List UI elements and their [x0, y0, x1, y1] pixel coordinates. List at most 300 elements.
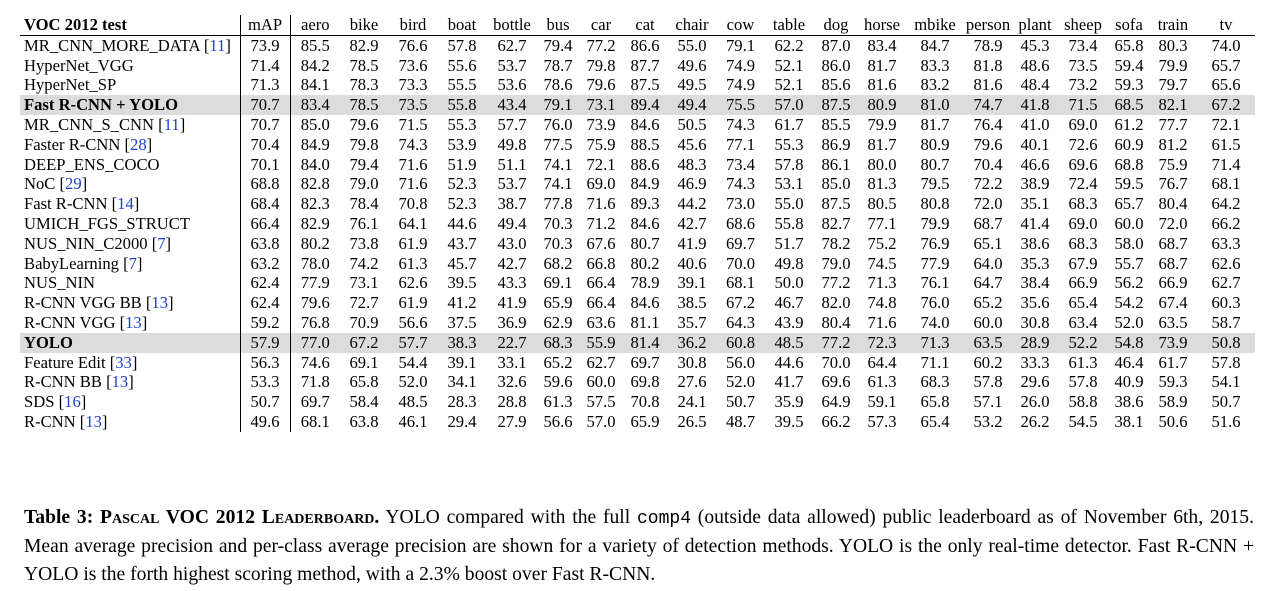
leaderboard-table	[20, 15, 1255, 432]
method-label: Feature Edit	[24, 352, 106, 372]
ap-cell: 80.4	[1158, 194, 1188, 214]
ap-cell: 73.4	[1068, 35, 1098, 55]
ap-cell: 43.9	[774, 312, 804, 332]
ap-cell: 35.7	[677, 312, 707, 332]
ap-cell: 60.0	[1114, 213, 1144, 233]
ap-cell: 73.9	[586, 114, 616, 134]
ap-cell: 80.0	[867, 154, 897, 174]
ap-cell: 81.6	[973, 75, 1003, 95]
ap-cell: 85.0	[300, 114, 330, 134]
ap-cell: 65.4	[1068, 293, 1098, 313]
ap-cell: 70.8	[630, 392, 660, 412]
ap-cell: 41.0	[1020, 114, 1050, 134]
ap-cell: 46.9	[677, 174, 707, 194]
ap-cell: 30.8	[677, 352, 707, 372]
ap-cell: 81.2	[1158, 134, 1188, 154]
ap-cell: 62.7	[497, 35, 527, 55]
ap-cell: 54.5	[1068, 411, 1098, 431]
ap-cell: 63.5	[963, 333, 1013, 353]
map-cell: 53.3	[240, 372, 290, 392]
ap-cell: 63.3	[1211, 233, 1241, 253]
ap-cell: 79.7	[1158, 75, 1188, 95]
ap-cell: 74.3	[725, 114, 756, 134]
ap-cell: 80.2	[630, 253, 660, 273]
citation-link[interactable]: 13	[111, 372, 129, 392]
ap-cell: 73.1	[349, 273, 379, 293]
ap-cell: 84.6	[630, 293, 660, 313]
ap-cell: 79.0	[821, 253, 851, 273]
ap-cell: 71.6	[586, 194, 616, 214]
ap-cell: 78.7	[543, 55, 573, 75]
table-row	[20, 174, 1255, 194]
ap-cell: 80.8	[920, 194, 950, 214]
ap-cell: 72.3	[857, 333, 907, 353]
ap-cell: 52.3	[447, 194, 477, 214]
ap-cell: 62.7	[586, 352, 616, 372]
ap-cell: 69.6	[1068, 154, 1098, 174]
ap-cell: 89.3	[630, 194, 660, 214]
ap-cell: 81.8	[973, 55, 1003, 75]
citation-link[interactable]: 14	[117, 194, 134, 214]
ap-cell: 82.7	[821, 213, 851, 233]
ap-cell: 65.9	[543, 293, 573, 313]
citation-link[interactable]: 33	[115, 352, 132, 372]
ap-cell: 60.9	[1114, 134, 1144, 154]
ap-cell: 60.2	[973, 352, 1003, 372]
ap-cell: 66.9	[1068, 273, 1098, 293]
column-header: bus	[546, 15, 570, 34]
method-name	[20, 333, 240, 353]
ap-cell: 65.1	[973, 233, 1003, 253]
ap-cell: 55.7	[1114, 253, 1144, 273]
ap-cell: 46.7	[774, 293, 804, 313]
ap-cell: 57.3	[867, 411, 897, 431]
ap-cell: 81.6	[867, 75, 897, 95]
ap-cell: 70.3	[543, 233, 573, 253]
ap-cell: 55.3	[447, 114, 477, 134]
ap-cell: 42.7	[497, 253, 527, 273]
ap-cell: 84.9	[300, 134, 330, 154]
ap-cell: 40.1	[1020, 134, 1050, 154]
ap-cell: 52.0	[398, 372, 428, 392]
ap-cell: 48.7	[725, 411, 756, 431]
ap-cell: 83.2	[920, 75, 950, 95]
method-name	[20, 155, 240, 175]
ap-cell: 85.5	[821, 114, 851, 134]
column-header: aero	[300, 15, 330, 34]
ap-cell: 68.3	[538, 333, 578, 353]
method-name: SDS [16]	[24, 392, 87, 412]
ap-cell: 64.1	[398, 213, 428, 233]
ap-cell: 51.6	[1211, 411, 1241, 431]
method-name: R-CNN [13]	[24, 411, 108, 431]
ap-cell: 26.5	[677, 411, 707, 431]
ap-cell: 70.9	[349, 312, 379, 332]
ap-cell: 55.6	[447, 55, 477, 75]
ap-cell: 61.7	[774, 114, 804, 134]
ap-cell: 79.6	[586, 75, 616, 95]
ap-cell: 55.9	[578, 333, 624, 353]
column-header: dog	[823, 15, 849, 34]
map-cell: 50.7	[240, 392, 290, 412]
ap-cell: 72.1	[586, 154, 616, 174]
ap-cell: 46.6	[1020, 154, 1050, 174]
ap-cell: 69.0	[1068, 114, 1098, 134]
ap-cell: 52.3	[447, 174, 477, 194]
ap-cell: 38.4	[1020, 273, 1050, 293]
ap-cell: 74.9	[725, 75, 756, 95]
ap-cell: 55.8	[774, 213, 804, 233]
ap-cell: 55.3	[774, 134, 804, 154]
column-header: boat	[447, 15, 477, 34]
ap-cell: 75.2	[867, 233, 897, 253]
caption-text-2: (outside data allowed) public leaderboard as of November 6th, 2015. Mean average precision and per-class average precision are shown for a variety of detection methods. YOLO is the only real-time detector. Fast R-CNN + YOLO is the forth highest scoring method, with a 2.3% boost over Fast R-CNN.	[24, 506, 1255, 585]
table-row	[20, 372, 1255, 392]
ap-cell: 78.6	[543, 75, 573, 95]
ap-cell: 74.9	[725, 55, 756, 75]
method-label: R-CNN	[24, 411, 76, 431]
ap-cell: 65.7	[1211, 55, 1241, 75]
ap-cell: 87.5	[630, 75, 660, 95]
ap-cell: 38.3	[438, 333, 486, 353]
ap-cell: 65.8	[349, 372, 379, 392]
table-row	[20, 412, 1255, 432]
method-name	[20, 214, 240, 234]
ap-cell: 78.5	[349, 55, 379, 75]
column-header: table	[772, 15, 806, 34]
ap-cell: 81.4	[624, 333, 666, 353]
ap-cell: 55.0	[774, 194, 804, 214]
ap-cell: 74.0	[920, 312, 950, 332]
ap-cell: 82.9	[300, 213, 330, 233]
ap-cell: 41.2	[447, 293, 477, 313]
ap-cell: 68.8	[1114, 154, 1144, 174]
method-label: NUS_NIN_C2000	[24, 233, 148, 253]
method-label: NUS_NIN	[24, 273, 95, 293]
ap-cell: 83.4	[290, 95, 340, 115]
ap-cell: 87.0	[821, 35, 851, 55]
method-name: R-CNN VGG BB [13]	[24, 293, 174, 313]
ap-cell: 53.2	[973, 411, 1003, 431]
column-header: cat	[635, 15, 655, 34]
ap-cell: 37.5	[447, 312, 477, 332]
method-label: R-CNN BB	[24, 372, 102, 392]
ap-cell: 73.6	[398, 55, 428, 75]
ap-cell: 64.2	[1211, 194, 1241, 214]
ap-cell: 53.9	[447, 134, 477, 154]
ap-cell: 68.1	[300, 411, 330, 431]
ap-cell: 43.3	[497, 273, 527, 293]
ap-cell: 41.9	[677, 233, 707, 253]
column-header: tv	[1219, 15, 1233, 34]
table-row	[20, 56, 1255, 76]
ap-cell: 71.1	[920, 352, 950, 372]
ap-cell: 26.0	[1020, 392, 1050, 412]
ap-cell: 77.2	[815, 333, 857, 353]
method-name: MR_CNN_S_CNN [11]	[24, 114, 186, 134]
ap-cell: 57.8	[1211, 352, 1241, 372]
ap-cell: 38.6	[1020, 233, 1050, 253]
ap-cell: 30.8	[1020, 312, 1050, 332]
map-cell: 63.2	[240, 254, 290, 274]
ap-cell: 74.5	[867, 253, 897, 273]
ap-cell: 68.7	[1158, 253, 1188, 273]
ap-cell: 41.7	[774, 372, 804, 392]
citation-link[interactable]: 13	[125, 312, 142, 332]
ap-cell: 62.6	[1211, 253, 1241, 273]
ap-cell: 44.6	[774, 352, 804, 372]
ap-cell: 61.3	[867, 372, 897, 392]
ap-cell: 50.8	[1197, 333, 1255, 353]
table-row	[20, 333, 1255, 353]
ap-cell: 36.9	[497, 312, 527, 332]
ap-cell: 62.7	[1211, 273, 1241, 293]
ap-cell: 72.2	[973, 174, 1003, 194]
ap-cell: 71.6	[867, 312, 897, 332]
ap-cell: 74.3	[725, 174, 756, 194]
ap-cell: 53.1	[774, 174, 804, 194]
citation-link[interactable]: 7	[128, 253, 137, 273]
ap-cell: 52.1	[774, 55, 804, 75]
ap-cell: 60.0	[973, 312, 1003, 332]
method-label: Fast R-CNN + YOLO	[24, 95, 179, 115]
method-name: Feature Edit [33]	[24, 352, 138, 372]
ap-cell: 49.6	[677, 55, 707, 75]
ap-cell: 28.9	[1013, 333, 1057, 353]
map-cell: 71.3	[240, 75, 290, 95]
ap-cell: 71.2	[586, 213, 616, 233]
ap-cell: 80.3	[1158, 35, 1188, 55]
citation-link[interactable]: 11	[209, 35, 226, 55]
table-row	[20, 293, 1255, 313]
ap-cell: 76.1	[349, 213, 379, 233]
ap-cell: 64.0	[973, 253, 1003, 273]
citation-link[interactable]: 13	[151, 293, 168, 313]
ap-cell: 70.3	[543, 213, 573, 233]
ap-cell: 74.3	[398, 134, 428, 154]
ap-cell: 40.9	[1114, 372, 1144, 392]
ap-cell: 53.7	[497, 55, 527, 75]
ap-cell: 78.9	[973, 35, 1003, 55]
citation-link[interactable]: 13	[85, 411, 102, 431]
ap-cell: 86.9	[821, 134, 851, 154]
ap-cell: 65.8	[1114, 35, 1144, 55]
table-row	[20, 313, 1255, 333]
map-cell: 70.7	[240, 95, 290, 115]
column-header: cow	[726, 15, 755, 34]
ap-cell: 80.5	[867, 194, 897, 214]
map-cell: 62.4	[240, 273, 290, 293]
ap-cell: 61.3	[1068, 352, 1098, 372]
ap-cell: 62.9	[543, 312, 573, 332]
ap-cell: 82.0	[821, 293, 851, 313]
citation-link[interactable]: 28	[130, 134, 147, 154]
ap-cell: 63.4	[1068, 312, 1098, 332]
ap-cell: 78.2	[821, 233, 851, 253]
ap-cell: 29.6	[1020, 372, 1050, 392]
ap-cell: 70.0	[821, 352, 851, 372]
map-cell: 66.4	[240, 214, 290, 234]
ap-cell: 70.8	[398, 194, 428, 214]
ap-cell: 45.6	[677, 134, 707, 154]
ap-cell: 87.7	[630, 55, 660, 75]
ap-cell: 57.1	[973, 392, 1003, 412]
ap-cell: 74.1	[543, 174, 573, 194]
ap-cell: 63.6	[586, 312, 616, 332]
ap-cell: 85.0	[821, 174, 851, 194]
column-header: mbike	[914, 15, 956, 34]
ap-cell: 28.8	[497, 392, 527, 412]
ap-cell: 66.8	[586, 253, 616, 273]
table-body	[20, 35, 1255, 431]
ap-cell: 67.2	[1197, 95, 1255, 115]
ap-cell: 57.7	[497, 114, 527, 134]
ap-cell: 39.5	[774, 411, 804, 431]
ap-cell: 28.3	[447, 392, 477, 412]
ap-cell: 65.6	[1211, 75, 1241, 95]
method-name: R-CNN BB [13]	[24, 372, 134, 392]
ap-cell: 80.7	[630, 233, 660, 253]
ap-cell: 59.6	[543, 372, 573, 392]
table-row	[20, 392, 1255, 412]
ap-cell: 72.6	[1068, 134, 1098, 154]
ap-cell: 77.2	[821, 273, 851, 293]
ap-cell: 76.9	[920, 233, 950, 253]
ap-cell: 68.3	[920, 372, 950, 392]
ap-cell: 69.7	[630, 352, 660, 372]
ap-cell: 82.1	[1149, 95, 1197, 115]
ap-cell: 39.1	[677, 273, 707, 293]
ap-cell: 41.8	[1013, 95, 1057, 115]
ap-cell: 71.5	[1057, 95, 1109, 115]
ap-cell: 62.6	[398, 273, 428, 293]
map-cell: 62.4	[240, 293, 290, 313]
method-label: Fast R-CNN	[24, 194, 108, 214]
method-label: YOLO	[24, 332, 73, 352]
ap-cell: 57.8	[973, 372, 1003, 392]
ap-cell: 77.9	[300, 273, 330, 293]
ap-cell: 71.4	[1211, 154, 1241, 174]
table-row	[20, 234, 1255, 254]
ap-cell: 84.9	[630, 174, 660, 194]
ap-cell: 72.0	[1158, 213, 1188, 233]
ap-cell: 22.7	[486, 333, 538, 353]
ap-cell: 68.1	[1211, 174, 1241, 194]
ap-cell: 80.9	[857, 95, 907, 115]
ap-cell: 81.7	[867, 55, 897, 75]
ap-cell: 65.7	[1114, 194, 1144, 214]
column-header: sheep	[1064, 15, 1102, 34]
table-row	[20, 35, 1255, 55]
column-header: bird	[399, 15, 427, 34]
ap-cell: 73.8	[349, 233, 379, 253]
ap-cell: 81.3	[867, 174, 897, 194]
citation-link[interactable]: 7	[157, 233, 166, 253]
ap-cell: 49.4	[666, 95, 718, 115]
ap-cell: 58.9	[1158, 392, 1188, 412]
method-label: NoC	[24, 174, 56, 194]
ap-cell: 34.1	[447, 372, 477, 392]
ap-cell: 65.2	[973, 293, 1003, 313]
ap-cell: 38.1	[1114, 411, 1144, 431]
method-label: HyperNet_SP	[24, 75, 117, 95]
column-header: plant	[1018, 15, 1052, 34]
method-label: DEEP_ENS_COCO	[24, 154, 160, 174]
citation-link[interactable]: 11	[163, 114, 180, 134]
ap-cell: 85.5	[300, 35, 330, 55]
column-header: mAP	[240, 15, 290, 35]
ap-cell: 55.0	[677, 35, 707, 55]
ap-cell: 79.6	[973, 134, 1003, 154]
ap-cell: 76.1	[920, 273, 950, 293]
ap-cell: 53.7	[497, 174, 527, 194]
ap-cell: 68.5	[1109, 95, 1149, 115]
ap-cell: 70.4	[973, 154, 1003, 174]
ap-cell: 48.5	[398, 392, 428, 412]
ap-cell: 67.4	[1158, 293, 1188, 313]
method-label: Faster R-CNN	[24, 134, 121, 154]
table-row	[20, 353, 1255, 373]
ap-cell: 68.6	[725, 213, 756, 233]
ap-cell: 32.6	[497, 372, 527, 392]
ap-cell: 39.5	[447, 273, 477, 293]
ap-cell: 43.4	[486, 95, 538, 115]
ap-cell: 65.9	[630, 411, 660, 431]
ap-cell: 79.6	[300, 293, 330, 313]
ap-cell: 84.2	[300, 55, 330, 75]
ap-cell: 29.4	[447, 411, 477, 431]
method-name: Faster R-CNN [28]	[24, 134, 153, 154]
ap-cell: 81.1	[630, 312, 660, 332]
ap-cell: 58.7	[1211, 312, 1241, 332]
ap-cell: 50.7	[725, 392, 756, 412]
ap-cell: 75.9	[586, 134, 616, 154]
ap-cell: 24.1	[677, 392, 707, 412]
ap-cell: 67.2	[340, 333, 388, 353]
ap-cell: 69.7	[300, 392, 330, 412]
ap-cell: 49.8	[774, 253, 804, 273]
ap-cell: 73.4	[725, 154, 756, 174]
method-label: SDS	[24, 392, 55, 412]
citation-link[interactable]: 29	[65, 174, 82, 194]
table-row	[20, 155, 1255, 175]
ap-cell: 59.5	[1114, 174, 1144, 194]
corner-label: VOC 2012 test	[24, 15, 127, 34]
ap-cell: 55.5	[447, 75, 477, 95]
ap-cell: 73.5	[1068, 55, 1098, 75]
ap-cell: 53.6	[497, 75, 527, 95]
ap-cell: 78.9	[630, 273, 660, 293]
ap-cell: 66.2	[1211, 213, 1241, 233]
ap-cell: 78.0	[300, 253, 330, 273]
ap-cell: 57.5	[586, 392, 616, 412]
ap-cell: 66.9	[1158, 273, 1188, 293]
ap-cell: 68.7	[973, 213, 1003, 233]
ap-cell: 38.9	[1020, 174, 1050, 194]
ap-cell: 73.5	[388, 95, 438, 115]
ap-cell: 57.0	[586, 411, 616, 431]
ap-cell: 77.2	[586, 35, 616, 55]
ap-cell: 59.4	[1114, 55, 1144, 75]
ap-cell: 71.3	[867, 273, 897, 293]
ap-cell: 75.5	[718, 95, 763, 115]
ap-cell: 48.3	[677, 154, 707, 174]
citation-link[interactable]: 16	[64, 392, 81, 412]
map-cell: 57.9	[240, 333, 290, 353]
map-cell: 56.3	[240, 353, 290, 373]
ap-cell: 81.7	[867, 134, 897, 154]
ap-cell: 72.1	[1211, 114, 1241, 134]
